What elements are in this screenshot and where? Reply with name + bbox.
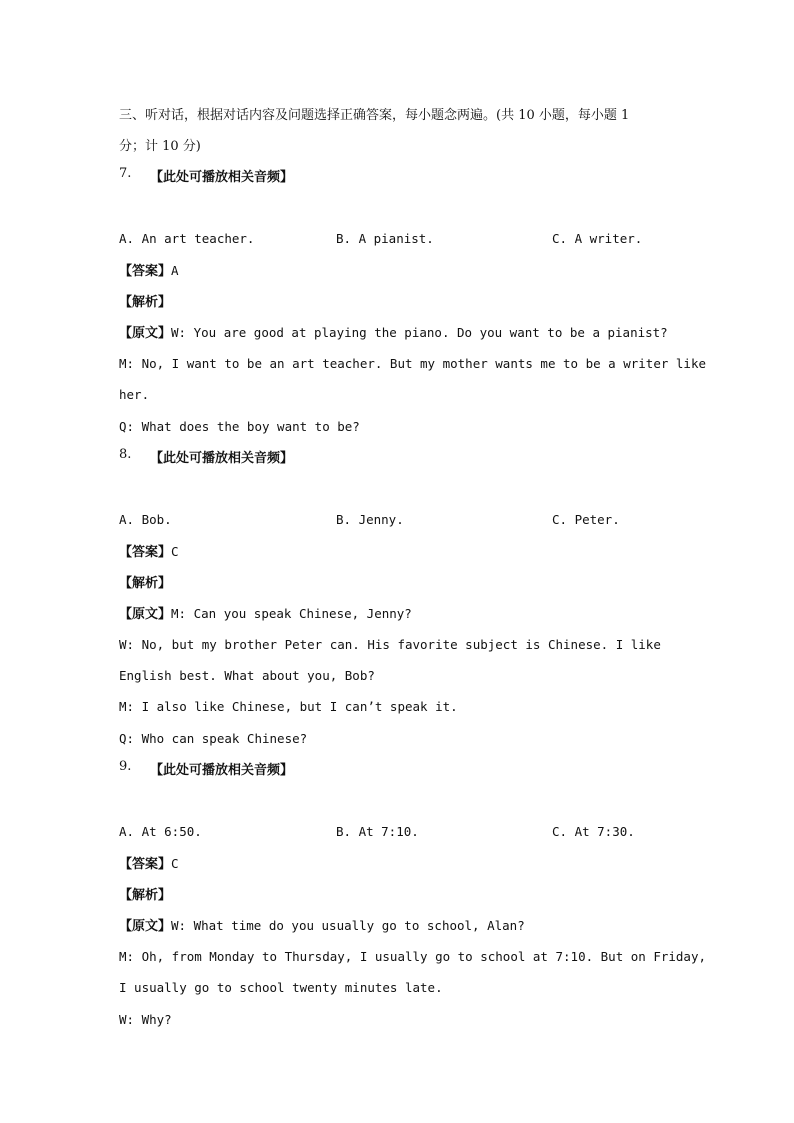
audio-placeholder[interactable]: 【此处可播放相关音频】 xyxy=(150,170,294,185)
answer-value: A xyxy=(171,263,179,278)
dialogue-line: Q: What does the boy want to be? xyxy=(119,419,360,434)
audio-placeholder[interactable]: 【此处可播放相关音频】 xyxy=(150,763,294,778)
answer-label: 【答案】 xyxy=(119,264,172,279)
dialogue-line: W: No, but my brother Peter can. His favorite subject is Chinese. I like xyxy=(119,637,661,652)
dialogue-line: W: Why? xyxy=(119,1012,172,1027)
answer-line xyxy=(119,853,179,872)
source-label: 【原文】 xyxy=(119,607,172,622)
source-label: 【原文】 xyxy=(119,919,172,934)
source-line xyxy=(119,915,525,934)
answer-label: 【答案】 xyxy=(119,545,172,560)
analysis-label: 【解析】 xyxy=(119,576,172,591)
analysis-label: 【解析】 xyxy=(119,295,172,310)
section-instruction-line2: 分；计 10 分) xyxy=(119,139,201,154)
dialogue-line: English best. What about you, Bob? xyxy=(119,668,375,683)
answer-line xyxy=(119,541,179,560)
dialogue-line: Q: Who can speak Chinese? xyxy=(119,731,308,746)
option-c: C. At 7:30. xyxy=(552,824,635,839)
dialogue-line: her. xyxy=(119,387,150,402)
source-label: 【原文】 xyxy=(119,326,172,341)
dialogue-line: W: What time do you usually go to school, Alan? xyxy=(171,918,525,933)
option-c: C. Peter. xyxy=(552,512,620,527)
option-a: A. Bob. xyxy=(119,512,172,527)
dialogue-line: M: I also like Chinese, but I can’t speak it. xyxy=(119,699,458,714)
section-instruction-line1: 三、听对话，根据对话内容及问题选择正确答案，每小题念两遍。(共 10 小题，每小题 1 xyxy=(119,108,630,123)
audio-placeholder[interactable]: 【此处可播放相关音频】 xyxy=(150,451,294,466)
option-b: B. Jenny. xyxy=(336,512,404,527)
option-b: B. At 7:10. xyxy=(336,824,419,839)
answer-value: C xyxy=(171,856,179,871)
answer-label: 【答案】 xyxy=(119,857,172,872)
dialogue-line: M: No, I want to be an art teacher. But my mother wants me to be a writer like xyxy=(119,356,706,371)
option-b: B. A pianist. xyxy=(336,231,434,246)
dialogue-line: W: You are good at playing the piano. Do you want to be a pianist? xyxy=(171,325,668,340)
dialogue-line: I usually go to school twenty minutes late. xyxy=(119,980,443,995)
answer-line xyxy=(119,260,179,279)
analysis-label: 【解析】 xyxy=(119,888,172,903)
question-number: 7. xyxy=(119,166,132,181)
question-number: 9. xyxy=(119,759,132,774)
dialogue-line: M: Can you speak Chinese, Jenny? xyxy=(171,606,412,621)
source-line xyxy=(119,603,412,622)
source-line xyxy=(119,322,668,341)
dialogue-line: M: Oh, from Monday to Thursday, I usually go to school at 7:10. But on Friday, xyxy=(119,949,706,964)
answer-value: C xyxy=(171,544,179,559)
option-a: A. At 6:50. xyxy=(119,824,202,839)
option-c: C. A writer. xyxy=(552,231,643,246)
question-number: 8. xyxy=(119,447,132,462)
option-a: A. An art teacher. xyxy=(119,231,255,246)
